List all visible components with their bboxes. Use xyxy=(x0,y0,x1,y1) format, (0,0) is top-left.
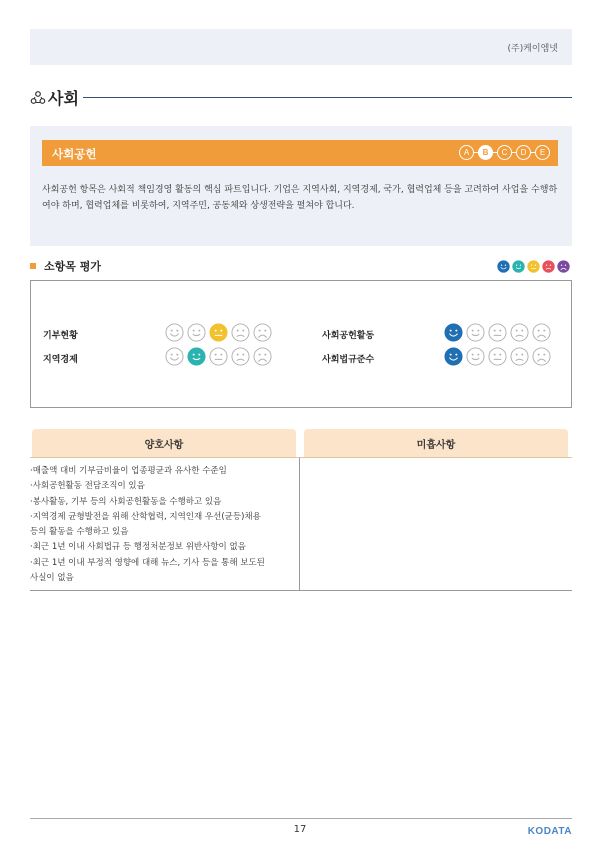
evaluation-box xyxy=(30,280,572,408)
very-sad-face-icon xyxy=(253,323,272,346)
bullet-square-icon xyxy=(30,263,36,269)
good-points-list xyxy=(30,464,292,586)
evaluation-row xyxy=(43,347,275,370)
neutral-face-icon xyxy=(488,347,507,370)
happy-face-icon xyxy=(466,323,485,346)
good-point-item: ·사회공헌활동 전담조직이 있음 xyxy=(30,481,145,492)
sad-face-icon xyxy=(542,258,555,277)
section-rule xyxy=(83,97,572,99)
people-icon xyxy=(30,90,46,106)
page-number: 17 xyxy=(293,824,307,835)
rating-legend xyxy=(495,258,570,277)
very-sad-face-icon xyxy=(532,323,551,346)
category-bar xyxy=(42,140,558,166)
good-point-item: ·봉사활동, 기부 등의 사회공헌활동을 수행하고 있음 xyxy=(30,496,222,507)
very-happy-face-icon xyxy=(444,347,463,370)
happy-face-icon xyxy=(512,258,525,277)
happy-face-icon xyxy=(187,347,206,370)
happy-face-icon xyxy=(187,323,206,346)
evaluation-heading xyxy=(30,258,101,274)
company-name: (주)케이엠넷 xyxy=(507,44,558,54)
very-happy-face-icon xyxy=(444,323,463,346)
header-bar xyxy=(30,29,572,65)
category-description: 사회공헌 항목은 사회적 책임경영 활동의 핵심 파트입니다. 기업은 지역사회, 지역경제, 국가, 협력업체 등을 고려하여 사업을 수행하여야 하며, 협력업체를 비롯하여, 지역주민, 공동체와 상생전략을 펼쳐야 합니다. xyxy=(42,185,558,211)
weak-points-header: 미흡사항 xyxy=(304,429,568,457)
section-heading xyxy=(30,86,572,109)
very-happy-face-icon xyxy=(165,323,184,346)
rating-faces xyxy=(165,347,275,370)
rating-faces xyxy=(165,323,275,346)
good-points-header: 양호사항 xyxy=(32,429,296,457)
very-sad-face-icon xyxy=(253,347,272,370)
evaluation-label: 기부현황 xyxy=(43,331,78,341)
findings-table xyxy=(30,457,572,591)
evaluation-label: 지역경제 xyxy=(43,355,78,365)
evaluation-row xyxy=(322,323,554,346)
very-happy-face-icon xyxy=(497,258,510,277)
grade-b: B xyxy=(478,145,493,160)
good-point-item: 등의 활동을 수행하고 있음 xyxy=(30,527,129,538)
section-title: 사회 xyxy=(48,89,79,108)
evaluation-row xyxy=(43,323,275,346)
very-happy-face-icon xyxy=(165,347,184,370)
sad-face-icon xyxy=(510,323,529,346)
good-point-item: ·지역경제 균형발전을 위해 산학협력, 지역인재 우선(균등)채용 xyxy=(30,511,261,522)
sad-face-icon xyxy=(231,347,250,370)
good-point-item: ·최근 1년 이내 사회법규 등 행정처분정보 위반사항이 없음 xyxy=(30,542,246,553)
evaluation-title: 소항목 평가 xyxy=(44,260,101,273)
happy-face-icon xyxy=(466,347,485,370)
good-point-item: ·매출액 대비 기부금비율이 업종평균과 유사한 수준임 xyxy=(30,466,227,476)
grade-e: E xyxy=(535,145,550,160)
neutral-face-icon xyxy=(527,258,540,277)
sad-face-icon xyxy=(510,347,529,370)
footer-rule xyxy=(30,818,572,819)
very-sad-face-icon xyxy=(557,258,570,277)
rating-faces xyxy=(444,347,554,370)
grade-c: C xyxy=(497,145,512,160)
very-sad-face-icon xyxy=(532,347,551,370)
neutral-face-icon xyxy=(209,323,228,346)
good-point-item: ·최근 1년 이내 부정적 영향에 대해 뉴스, 기사 등을 통해 보도된 xyxy=(30,557,265,568)
kodata-logo: KODATA xyxy=(527,826,572,837)
good-point-item: 사실이 없음 xyxy=(30,573,74,584)
rating-faces xyxy=(444,323,554,346)
grade-a: A xyxy=(459,145,474,160)
sad-face-icon xyxy=(231,323,250,346)
neutral-face-icon xyxy=(209,347,228,370)
grade-d: D xyxy=(516,145,531,160)
evaluation-label: 사회공헌활동 xyxy=(322,331,375,341)
grade-scale xyxy=(459,145,550,160)
category-panel xyxy=(30,126,572,246)
category-title: 사회공헌 xyxy=(52,147,97,161)
column-divider xyxy=(299,458,300,590)
evaluation-row xyxy=(322,347,554,370)
evaluation-label: 사회법규준수 xyxy=(322,355,375,365)
neutral-face-icon xyxy=(488,323,507,346)
